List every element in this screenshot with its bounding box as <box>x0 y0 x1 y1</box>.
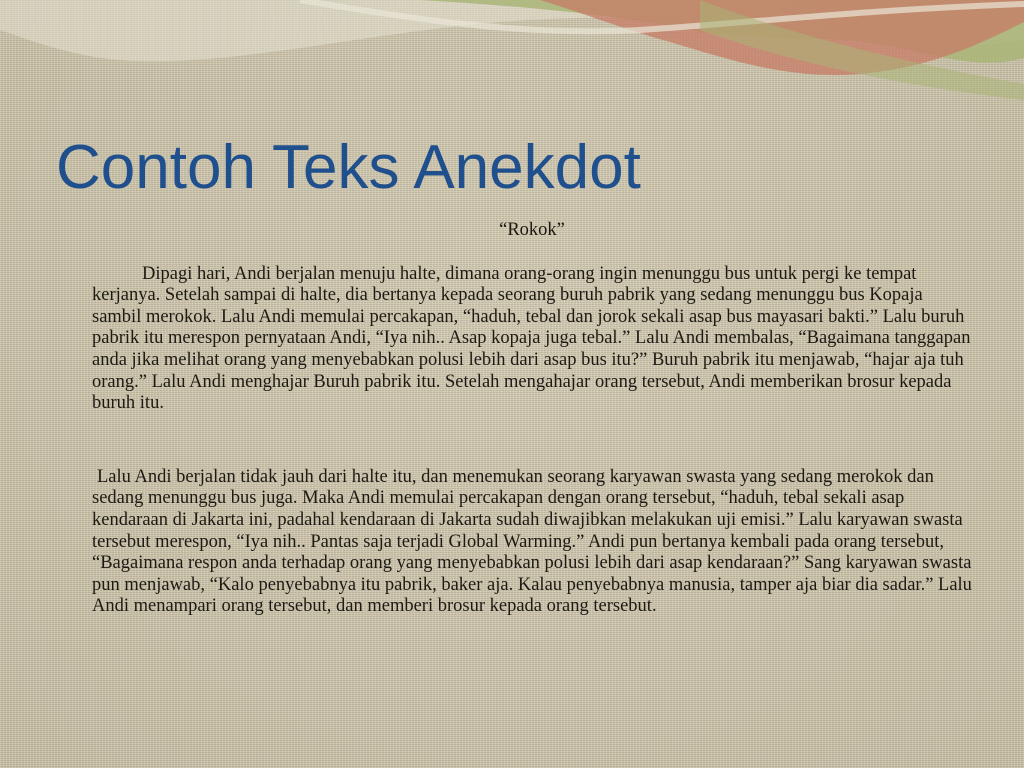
story-paragraph: Lalu Andi berjalan tidak jauh dari halte itu, dan menemukan seorang karyawan swasta yang sedang merokok dan sedang menunggu bus juga. Maka Andi memulai percakapan dengan orang tersebut, “haduh, tebal sekali asap kendaraan di Jakarta ini, padahal kendaraan di Jakarta sudah diwajibkan melakukan uji emisi.” Lalu karyawan swasta tersebut merespon, “Iya nih.. Pantas saja terjadi Global Warming.” Andi pun bertanya kembali pada orang tersebut, “Bagaimana respon anda terhadap orang yang menyebabkan polusi lebih dari asap kendaraan?” Sang karyawan swasta pun menjawab, “Kalo penyebabnya itu pabrik, baker aja. Kalau penyebabnya manusia, tamper aja biar dia sadar.” Lalu Andi menampari orang tersebut, dan memberi brosur kepada orang tersebut. <box>92 466 972 617</box>
story-body <box>92 220 972 618</box>
slide-title: Contoh Teks Anekdot <box>56 133 641 202</box>
story-paragraph: Dipagi hari, Andi berjalan menuju halte, dimana orang-orang ingin menunggu bus untuk pergi ke tempat kerjanya. Setelah sampai di halte, dia bertanya kepada seorang buruh pabrik yang sedang menunggu bus Kopaja sambil merokok. Lalu Andi memulai percakapan, “haduh, tebal dan jorok sekali asap bus mayasari bakti.” Lalu buruh pabrik itu merespon pernyataan Andi, “Iya nih.. Asap kopaja juga tebal.” Lalu Andi membalas, “Bagaimana tanggapan anda jika melihat orang yang menyebabkan polusi lebih dari asap bus itu?” Buruh pabrik itu menjawab, “hajar aja tuh orang.” Lalu Andi menghajar Buruh pabrik itu. Setelah mengahajar orang tersebut, Andi memberikan brosur kepada buruh itu. <box>92 263 971 414</box>
decorative-waves <box>0 0 1024 110</box>
story-title: “Rokok” <box>499 220 565 240</box>
